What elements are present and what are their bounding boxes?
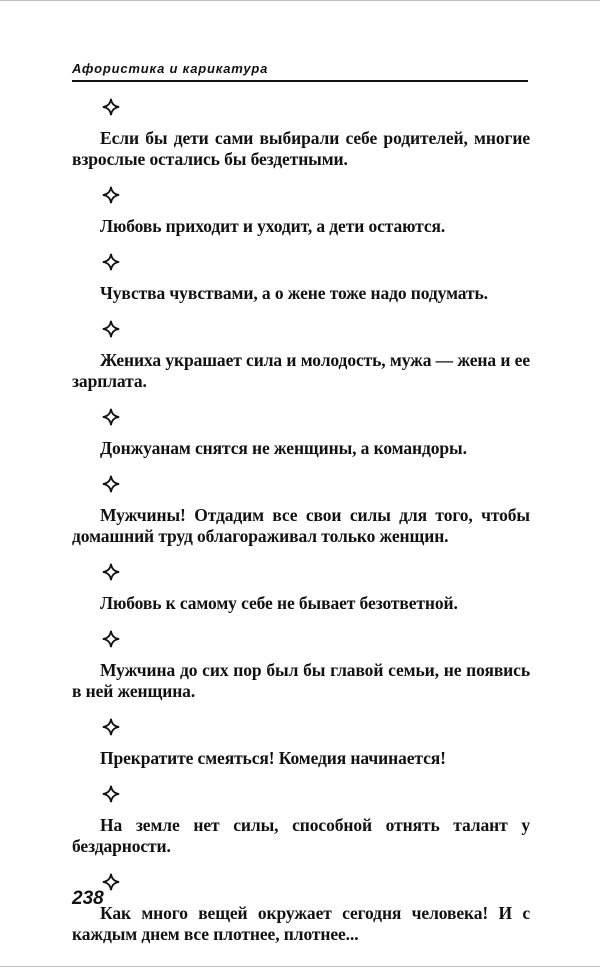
bottom-border-line	[0, 966, 600, 967]
four-point-star-icon	[102, 253, 120, 271]
header-title: Афористика и карикатура	[72, 61, 269, 76]
four-point-star-icon	[102, 320, 120, 338]
running-header	[72, 60, 528, 82]
aphorism: Донжуанам снятся не женщины, а командоры.	[100, 438, 467, 458]
aphorism: На земле нет силы, способной отнять талант у бездарности.	[72, 815, 530, 856]
four-point-star-icon	[102, 98, 120, 116]
aphorism: Как много вещей окружает сегодня человека! И с каждым днем все плотнее, плотнее...	[72, 903, 530, 944]
aphorism-list	[72, 98, 530, 961]
four-point-star-icon	[102, 408, 120, 426]
four-point-star-icon	[102, 630, 120, 648]
aphorism: Мужчины! Отдадим все свои силы для того, чтобы домашний труд облагораживал только женщин.	[72, 505, 530, 546]
aphorism: Любовь приходит и уходит, а дети остаются.	[100, 216, 446, 236]
four-point-star-icon	[102, 475, 120, 493]
aphorism: Чувства чувствами, а о жене тоже надо подумать.	[100, 283, 488, 303]
page-number: 238	[72, 888, 104, 909]
four-point-star-icon	[102, 873, 120, 891]
four-point-star-icon	[102, 718, 120, 736]
aphorism: Мужчина до сих пор был бы главой семьи, не появись в ней женщина.	[72, 660, 530, 701]
aphorism: Жениха украшает сила и молодость, мужа — жена и ее зарплата.	[72, 350, 530, 391]
aphorism: Любовь к самому себе не бывает безответной.	[100, 593, 458, 613]
aphorism: Если бы дети сами выбирали себе родителей, многие взрослые остались бы бездетными.	[72, 128, 530, 169]
aphorism: Прекратите смеяться! Комедия начинается!	[100, 748, 446, 768]
four-point-star-icon	[102, 785, 120, 803]
four-point-star-icon	[102, 563, 120, 581]
four-point-star-icon	[102, 186, 120, 204]
top-border-line	[0, 0, 600, 1]
